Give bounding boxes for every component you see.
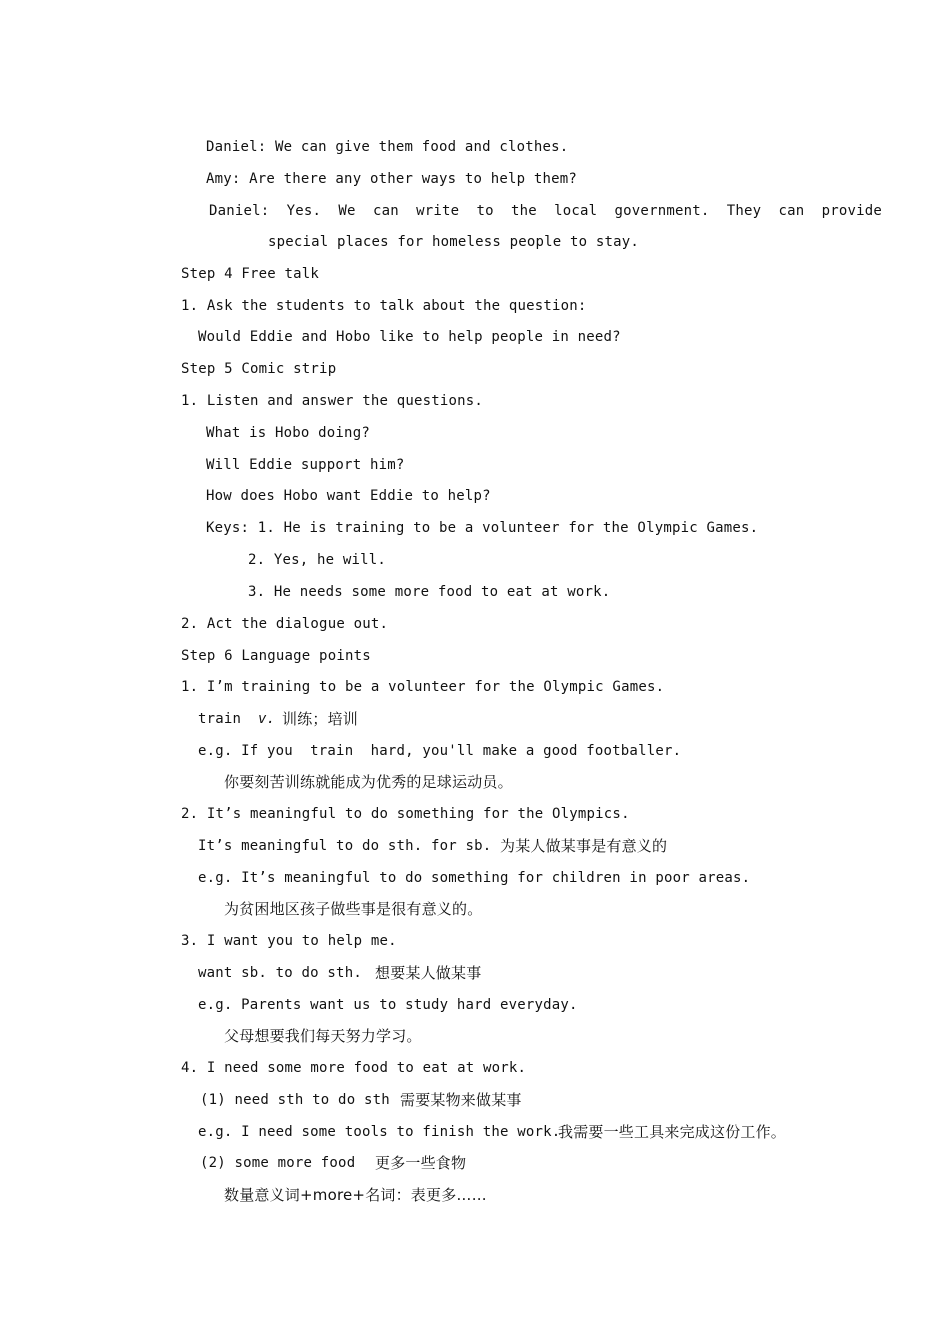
- point-4-note: 数量意义词+more+名词：表更多……: [224, 1186, 487, 1204]
- point-3-example: e.g. Parents want us to study hard everyday.: [198, 997, 578, 1013]
- point-2-example-translation: 为贫困地区孩子做些事是很有意义的。: [224, 900, 483, 918]
- point-4-sub-2-meaning: 更多一些食物: [375, 1154, 467, 1172]
- point-4: 4. I need some more food to eat at work.: [181, 1060, 527, 1076]
- dialogue-line-daniel-1: Daniel: We can give them food and clothes.: [206, 139, 569, 155]
- step4-heading: Step 4 Free talk: [181, 266, 320, 282]
- step5-question-2: Will Eddie support him?: [206, 457, 405, 473]
- dialogue-line-daniel-2: Daniel: Yes. We can write to the local government. They can provide: [209, 203, 883, 219]
- dialogue-line-daniel-2-cont: special places for homeless people to stay.: [268, 234, 640, 250]
- point-4-sub-1: (1) need sth to do sth: [200, 1092, 390, 1108]
- point-1-example: e.g. If you train hard, you'll make a good footballer.: [198, 743, 682, 759]
- step5-item-1: 1. Listen and answer the questions.: [181, 393, 484, 409]
- point-3-meaning: 想要某人做某事: [375, 964, 482, 982]
- point-2-pattern: It’s meaningful to do sth. for sb.: [198, 838, 492, 854]
- step4-item-1: 1. Ask the students to talk about the question:: [181, 298, 587, 314]
- point-4-example: e.g. I need some tools to finish the work.: [198, 1124, 561, 1140]
- point-1-example-translation: 你要刻苦训练就能成为优秀的足球运动员。: [224, 773, 513, 791]
- step5-question-3: How does Hobo want Eddie to help?: [206, 488, 491, 504]
- point-2: 2. It’s meaningful to do something for the Olympics.: [181, 806, 630, 822]
- point-1-word: train: [198, 711, 242, 727]
- point-4-example-translation: 我需要一些工具来完成这份工作。: [558, 1123, 787, 1141]
- step5-heading: Step 5 Comic strip: [181, 361, 337, 377]
- step4-question: Would Eddie and Hobo like to help people in need?: [198, 329, 621, 345]
- point-1: 1. I’m training to be a volunteer for the Olympic Games.: [181, 679, 665, 695]
- point-3-pattern: want sb. to do sth.: [198, 965, 362, 981]
- step6-heading: Step 6 Language points: [181, 648, 371, 664]
- point-4-sub-2: (2) some more food: [200, 1155, 356, 1171]
- step5-key-2: 2. Yes, he will.: [248, 552, 387, 568]
- point-3-example-translation: 父母想要我们每天努力学习。: [224, 1027, 422, 1045]
- step5-key-3: 3. He needs some more food to eat at work.: [248, 584, 611, 600]
- point-2-meaning: 为某人做某事是有意义的: [500, 837, 668, 855]
- step5-item-2: 2. Act the dialogue out.: [181, 616, 389, 632]
- point-1-meaning: 训练；培训: [282, 710, 359, 728]
- step5-key-1: Keys: 1. He is training to be a volunteer for the Olympic Games.: [206, 520, 759, 536]
- point-1-part-of-speech: v.: [258, 711, 276, 727]
- point-4-sub-1-meaning: 需要某物来做某事: [400, 1091, 522, 1109]
- point-2-example: e.g. It’s meaningful to do something for children in poor areas.: [198, 870, 751, 886]
- dialogue-line-amy: Amy: Are there any other ways to help them?: [206, 171, 578, 187]
- step5-question-1: What is Hobo doing?: [206, 425, 370, 441]
- point-3: 3. I want you to help me.: [181, 933, 397, 949]
